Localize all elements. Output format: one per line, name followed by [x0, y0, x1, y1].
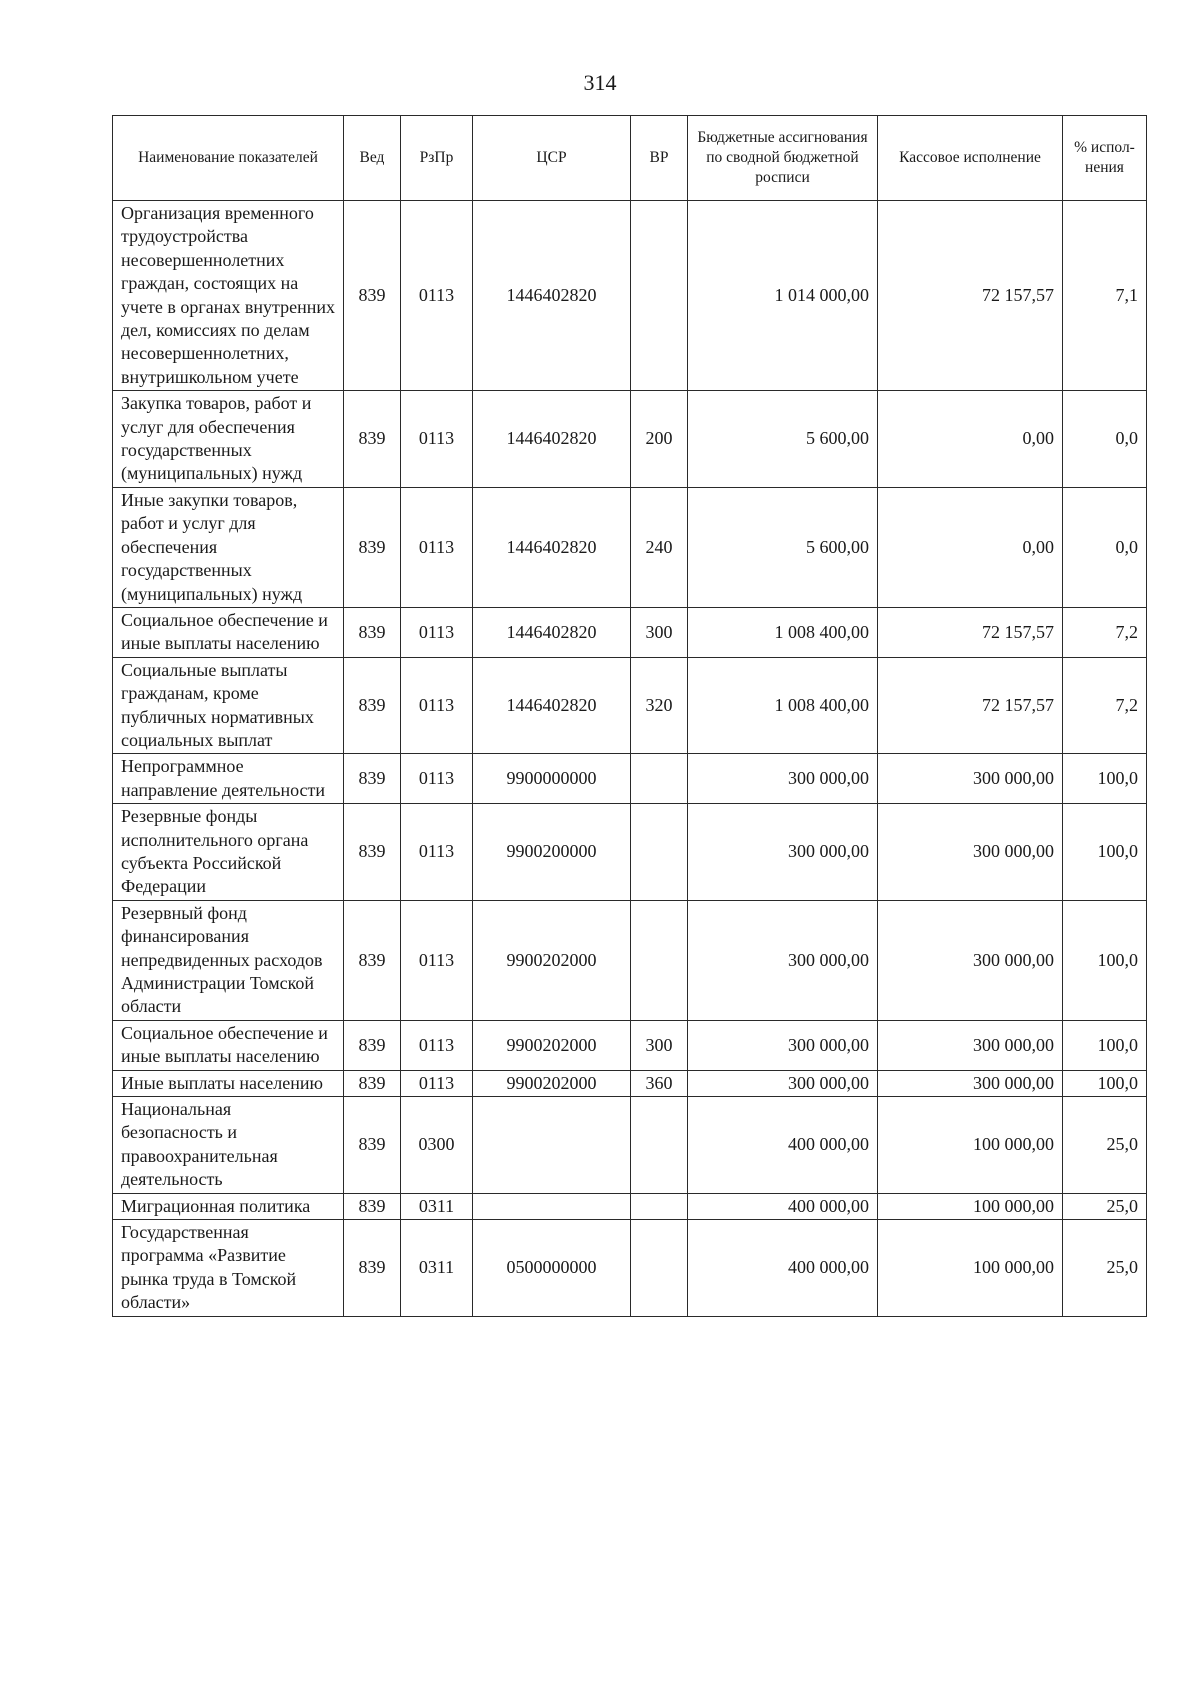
header-ved: Вед: [344, 116, 401, 201]
cell-csr: 1446402820: [473, 201, 631, 391]
table-row: [113, 900, 1147, 1020]
cell-assignments: 400 000,00: [688, 1193, 878, 1219]
cell-ved: 839: [344, 1193, 401, 1219]
cell-ved: 839: [344, 1220, 401, 1317]
cell-csr: 9900202000: [473, 1020, 631, 1070]
cell-cash: 100 000,00: [878, 1097, 1063, 1194]
cell-assignments: 5 600,00: [688, 391, 878, 488]
cell-name: Организация временного трудоустройства несовершеннолетних граждан, состоящих на учете в органах внутренних дел, комиссиях по делам несовершеннолетних, внутришкольном учете: [113, 201, 344, 391]
cell-rzpr: 0113: [401, 1070, 473, 1096]
cell-assignments: 400 000,00: [688, 1097, 878, 1194]
table-row: [113, 1097, 1147, 1194]
cell-assignments: 300 000,00: [688, 1070, 878, 1096]
cell-cash: 300 000,00: [878, 900, 1063, 1020]
cell-vr: 240: [631, 487, 688, 607]
cell-csr: [473, 1097, 631, 1194]
table-row: [113, 1070, 1147, 1096]
header-vr: ВР: [631, 116, 688, 201]
cell-name: Иные закупки товаров, работ и услуг для обеспечения государственных (муниципальных) нужд: [113, 487, 344, 607]
header-cash: Кассовое исполнение: [878, 116, 1063, 201]
cell-vr: 300: [631, 1020, 688, 1070]
cell-rzpr: 0311: [401, 1220, 473, 1317]
table-row: [113, 607, 1147, 657]
cell-csr: [473, 1193, 631, 1219]
page-number: 314: [583, 70, 617, 95]
cell-assignments: 5 600,00: [688, 487, 878, 607]
cell-rzpr: 0113: [401, 900, 473, 1020]
cell-name: Социальное обеспечение и иные выплаты населению: [113, 1020, 344, 1070]
cell-name: Социальные выплаты гражданам, кроме публичных нормативных социальных выплат: [113, 657, 344, 754]
cell-assignments: 400 000,00: [688, 1220, 878, 1317]
cell-assignments: 300 000,00: [688, 900, 878, 1020]
cell-cash: 72 157,57: [878, 201, 1063, 391]
header-assignments: Бюджетные ассигнования по сводной бюджетной росписи: [688, 116, 878, 201]
cell-name: Резервные фонды исполнительного органа субъекта Российской Федерации: [113, 804, 344, 901]
cell-rzpr: 0113: [401, 391, 473, 488]
cell-rzpr: 0300: [401, 1097, 473, 1194]
cell-ved: 839: [344, 900, 401, 1020]
cell-vr: [631, 804, 688, 901]
table-row: [113, 657, 1147, 754]
cell-name: Закупка товаров, работ и услуг для обеспечения государственных (муниципальных) нужд: [113, 391, 344, 488]
header-percent: % испол-нения: [1063, 116, 1147, 201]
table-header-row: [113, 116, 1147, 201]
cell-vr: 200: [631, 391, 688, 488]
cell-vr: [631, 201, 688, 391]
cell-percent: 7,2: [1063, 657, 1147, 754]
table-row: [113, 754, 1147, 804]
cell-ved: 839: [344, 1020, 401, 1070]
cell-assignments: 1 008 400,00: [688, 607, 878, 657]
cell-rzpr: 0113: [401, 201, 473, 391]
table-body: [113, 201, 1147, 1317]
cell-vr: 300: [631, 607, 688, 657]
cell-rzpr: 0113: [401, 657, 473, 754]
table-row: [113, 201, 1147, 391]
cell-name: Иные выплаты населению: [113, 1070, 344, 1096]
cell-percent: 100,0: [1063, 900, 1147, 1020]
table-row: [113, 1193, 1147, 1219]
cell-csr: 1446402820: [473, 607, 631, 657]
cell-rzpr: 0113: [401, 607, 473, 657]
cell-ved: 839: [344, 607, 401, 657]
cell-cash: 0,00: [878, 487, 1063, 607]
cell-name: Резервный фонд финансирования непредвиденных расходов Администрации Томской области: [113, 900, 344, 1020]
budget-execution-table: [112, 115, 1147, 1317]
cell-percent: 100,0: [1063, 754, 1147, 804]
table-row: [113, 1020, 1147, 1070]
cell-ved: 839: [344, 1070, 401, 1096]
cell-cash: 300 000,00: [878, 1070, 1063, 1096]
cell-ved: 839: [344, 201, 401, 391]
cell-name: Миграционная политика: [113, 1193, 344, 1219]
cell-csr: 1446402820: [473, 487, 631, 607]
cell-percent: 25,0: [1063, 1220, 1147, 1317]
cell-cash: 100 000,00: [878, 1220, 1063, 1317]
cell-cash: 72 157,57: [878, 657, 1063, 754]
header-name: Наименование показателей: [113, 116, 344, 201]
cell-vr: [631, 900, 688, 1020]
cell-percent: 25,0: [1063, 1193, 1147, 1219]
cell-rzpr: 0311: [401, 1193, 473, 1219]
cell-percent: 100,0: [1063, 1070, 1147, 1096]
cell-assignments: 300 000,00: [688, 754, 878, 804]
cell-percent: 100,0: [1063, 804, 1147, 901]
cell-csr: 0500000000: [473, 1220, 631, 1317]
cell-csr: 9900000000: [473, 754, 631, 804]
cell-ved: 839: [344, 804, 401, 901]
cell-ved: 839: [344, 1097, 401, 1194]
header-csr: ЦСР: [473, 116, 631, 201]
cell-vr: [631, 1220, 688, 1317]
cell-cash: 72 157,57: [878, 607, 1063, 657]
cell-assignments: 1 008 400,00: [688, 657, 878, 754]
header-rzpr: РзПр: [401, 116, 473, 201]
cell-cash: 100 000,00: [878, 1193, 1063, 1219]
table-row: [113, 487, 1147, 607]
cell-csr: 9900200000: [473, 804, 631, 901]
cell-name: Национальная безопасность и правоохранительная деятельность: [113, 1097, 344, 1194]
cell-name: Непрограммное направление деятельности: [113, 754, 344, 804]
cell-vr: [631, 754, 688, 804]
cell-name: Социальное обеспечение и иные выплаты населению: [113, 607, 344, 657]
cell-rzpr: 0113: [401, 804, 473, 901]
cell-cash: 300 000,00: [878, 1020, 1063, 1070]
cell-csr: 9900202000: [473, 900, 631, 1020]
cell-percent: 0,0: [1063, 487, 1147, 607]
cell-cash: 300 000,00: [878, 804, 1063, 901]
cell-ved: 839: [344, 391, 401, 488]
cell-ved: 839: [344, 657, 401, 754]
cell-name: Государственная программа «Развитие рынка труда в Томской области»: [113, 1220, 344, 1317]
table-row: [113, 391, 1147, 488]
cell-cash: 0,00: [878, 391, 1063, 488]
cell-assignments: 300 000,00: [688, 804, 878, 901]
cell-percent: 0,0: [1063, 391, 1147, 488]
cell-rzpr: 0113: [401, 754, 473, 804]
cell-ved: 839: [344, 754, 401, 804]
cell-vr: [631, 1193, 688, 1219]
cell-assignments: 300 000,00: [688, 1020, 878, 1070]
cell-percent: 7,2: [1063, 607, 1147, 657]
cell-percent: 7,1: [1063, 201, 1147, 391]
cell-percent: 25,0: [1063, 1097, 1147, 1194]
cell-vr: 320: [631, 657, 688, 754]
cell-assignments: 1 014 000,00: [688, 201, 878, 391]
cell-cash: 300 000,00: [878, 754, 1063, 804]
cell-vr: [631, 1097, 688, 1194]
cell-ved: 839: [344, 487, 401, 607]
table-row: [113, 804, 1147, 901]
cell-csr: 1446402820: [473, 391, 631, 488]
cell-csr: 1446402820: [473, 657, 631, 754]
cell-rzpr: 0113: [401, 487, 473, 607]
table-row: [113, 1220, 1147, 1317]
cell-percent: 100,0: [1063, 1020, 1147, 1070]
cell-csr: 9900202000: [473, 1070, 631, 1096]
cell-vr: 360: [631, 1070, 688, 1096]
cell-rzpr: 0113: [401, 1020, 473, 1070]
